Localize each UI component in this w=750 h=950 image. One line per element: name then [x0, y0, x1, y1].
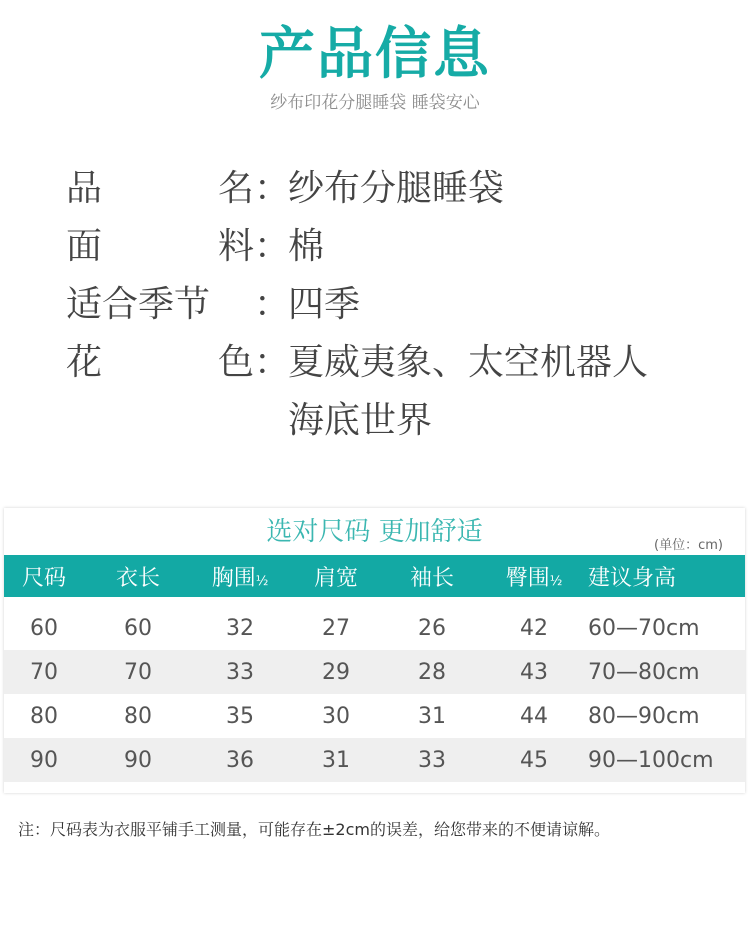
info-value: 四季 — [288, 284, 361, 325]
table-row — [4, 738, 745, 782]
table-cell: 26 — [418, 615, 446, 641]
info-colon — [254, 392, 280, 450]
info-label — [66, 392, 254, 450]
table-cell: 33 — [226, 659, 254, 685]
table-cell: 90 — [30, 747, 58, 773]
info-value: 夏威夷象、太空机器人 — [288, 342, 649, 383]
info-value: 纱布分腿睡袋 — [288, 168, 505, 209]
column-header: 肩宽 — [313, 565, 358, 591]
table-cell: 90—100cm — [588, 747, 714, 773]
table-heading: 选对尺码 更加舒适 — [266, 517, 483, 547]
table-cell: 31 — [418, 703, 446, 729]
table-cell: 36 — [226, 747, 254, 773]
column-header: 尺码 — [21, 565, 66, 591]
unit-label: (单位：cm) — [654, 538, 723, 553]
info-colon: ： — [254, 226, 291, 267]
table-row — [4, 694, 745, 738]
table-cell: 60 — [124, 615, 152, 641]
column-header: 衣长 — [115, 565, 160, 591]
info-label-char: 花 — [66, 342, 103, 383]
info-label — [66, 160, 254, 218]
column-header: 胸围½ — [211, 565, 269, 591]
table-cell: 60 — [30, 615, 58, 641]
info-colon: ： — [254, 342, 291, 383]
info-value: 海底世界 — [288, 400, 433, 441]
table-cell: 27 — [322, 615, 350, 641]
info-label-char: 色 — [217, 342, 254, 383]
info-label-char: 名 — [217, 168, 254, 209]
table-cell: 33 — [418, 747, 446, 773]
column-header: 臀围½ — [505, 565, 563, 591]
info-row-name — [66, 160, 746, 218]
info-row-pattern-cont — [66, 392, 746, 450]
table-cell: 45 — [520, 747, 548, 773]
table-cell: 80 — [30, 703, 58, 729]
info-label — [66, 334, 254, 392]
table-cell: 42 — [520, 615, 548, 641]
info-value: 棉 — [288, 226, 325, 267]
table-cell: 80—90cm — [588, 703, 700, 729]
table-cell: 32 — [226, 615, 254, 641]
table-cell: 90 — [124, 747, 152, 773]
table-cell: 60—70cm — [588, 615, 700, 641]
table-cell: 35 — [226, 703, 254, 729]
table-cell: 31 — [322, 747, 350, 773]
table-cell: 70—80cm — [588, 659, 700, 685]
table-cell: 70 — [30, 659, 58, 685]
info-label — [66, 218, 254, 276]
table-cell: 29 — [322, 659, 350, 685]
table-row — [4, 650, 745, 694]
table-cell: 28 — [418, 659, 446, 685]
info-label-char: 面 — [66, 226, 103, 267]
table-cell: 43 — [520, 659, 548, 685]
footnote: 注：尺码表为衣服平铺手工测量，可能存在±2cm的误差，给您带来的不便请谅解。 — [18, 820, 610, 839]
table-cell: 70 — [124, 659, 152, 685]
product-info — [66, 160, 746, 450]
info-row-pattern — [66, 334, 746, 392]
info-row-material — [66, 218, 746, 276]
page-subtitle: 纱布印花分腿睡袋 睡袋安心 — [270, 93, 480, 113]
info-label-char: 品 — [66, 168, 103, 209]
column-header: 建议身高 — [588, 565, 677, 591]
table-cell: 80 — [124, 703, 152, 729]
table-cell: 30 — [322, 703, 350, 729]
info-label — [66, 276, 254, 334]
info-colon: ： — [254, 284, 291, 325]
column-header: 袖长 — [409, 565, 454, 591]
table-row — [4, 606, 745, 650]
info-label-char: 适合季节 — [66, 284, 211, 325]
table-body — [4, 606, 745, 782]
page-title: 产品信息 — [259, 22, 491, 87]
table-header — [4, 555, 745, 597]
info-colon: ： — [254, 168, 291, 209]
table-cell: 44 — [520, 703, 548, 729]
size-table — [4, 508, 745, 793]
info-row-season — [66, 276, 746, 334]
info-label-char: 料 — [217, 226, 254, 267]
